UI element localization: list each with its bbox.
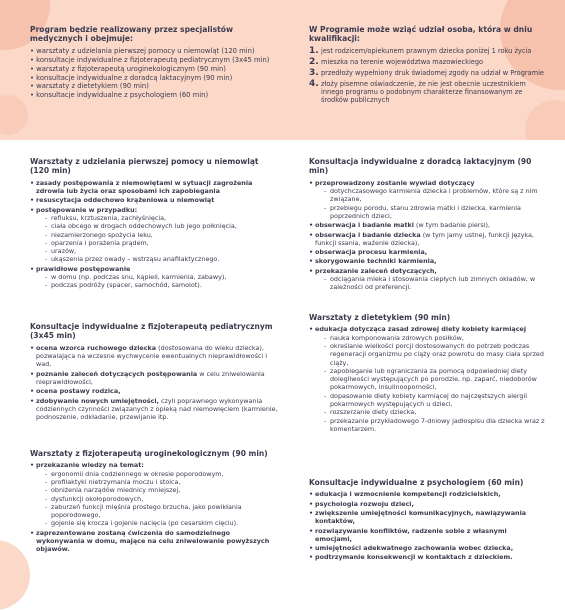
item-number: 3. [309, 67, 319, 78]
decorative-circle [0, 95, 28, 135]
section-title: Warsztaty z udzielania pierwszej pomocy u niemowląt (120 min) [30, 157, 259, 176]
sub-list [315, 187, 545, 220]
list-item [30, 206, 280, 264]
item-number: 4. [309, 78, 319, 89]
sub-item: - rozszerzanie diety dziecka, [324, 408, 545, 416]
sub-item: - przebiegu porodu, stanu zdrowia matki i dziecka, karmienia poprzednich dzieci, [324, 204, 545, 221]
sub-item: - w domu (np. podczas snu, kąpieli, karmienia, zabawy), [45, 273, 280, 281]
sub-item: - gojenie się krocza i gojenie nacięcia (po cesarskim cięciu). [45, 519, 280, 527]
program-scope-list [30, 47, 270, 100]
section-list [30, 179, 280, 290]
item-text: w celu zniwelowania nieprawidłowości, [36, 369, 265, 386]
lactation-section [309, 157, 545, 293]
sub-item: - zaburzeń funkcji mięśnia prostego brzucha, jako powikłania poporodowego, [45, 503, 280, 520]
sub-list [36, 273, 280, 290]
sub-item: - oparzenia i porażenia prądem, [45, 239, 280, 247]
item-bold: ocena postawy rodzica, [36, 387, 121, 396]
list-item [309, 58, 544, 67]
section-title: Konsultacje indywidualne z psychologiem (60 min) [309, 478, 524, 487]
item-number: 2. [309, 56, 319, 67]
sub-item: - urazów, [45, 247, 280, 255]
item-text: (w tym jamy ustnej, funkcji języka, funkcji ssania, ważenie dziecka), [315, 230, 534, 247]
list-item: • zaprezentowane zostaną ćwiczenia do samodzielnego wykonywania w domu, mające na celu zniwelowanie powyższych objawów. [30, 529, 280, 554]
sub-list [315, 275, 545, 292]
list-item [309, 221, 545, 229]
sub-item: - ergonomii dnia codziennego w okresie poporodowym, [45, 470, 280, 478]
list-item [30, 461, 280, 527]
section-list [309, 325, 545, 433]
section-title: Konsultacja indywidualne z doradcą laktacyjnym (90 min) [309, 157, 532, 176]
list-item: • umiejętności adekwatnego zachowania wobec dziecka, [309, 544, 545, 552]
list-item [309, 47, 544, 56]
eligibility-list [309, 47, 544, 105]
section-title: Warsztaty z fizjoterapeutą uroginekologicznym (90 min) [30, 449, 268, 458]
section-title: Konsultacje indywidualne z fizjoterapeutą pediatrycznym (3x45 min) [30, 322, 273, 341]
list-item: • warsztaty z fizjoterapeutą uroginekologicznym (90 min) [30, 65, 270, 74]
list-item [30, 265, 280, 290]
sub-item: - refluksu, krztuszenia, zachłyśnięcia, [45, 214, 280, 222]
sub-item: - dysfunkcji okołoporodowych, [45, 495, 280, 503]
item-text: mieszka na terenie województwa mazowieckiego [321, 57, 484, 66]
list-item: • skorygowanie techniki karmienia, [309, 257, 545, 265]
item-text: jest rodzicem/opiekunem prawnym dziecka poniżej 1 roku życia [321, 46, 532, 55]
program-scope-title: Program będzie realizowany przez specjalistów medycznych i obejmuje: [30, 25, 233, 44]
sub-item: - profilaktyki nietrzymania moczu i stolca, [45, 478, 280, 486]
eligibility [309, 25, 544, 106]
sub-item: - podczas podróży (spacer, samochód, samolot). [45, 281, 280, 289]
item-text: (w tym badanie piersi), [413, 221, 491, 230]
list-item [309, 325, 545, 433]
section-list [30, 344, 280, 422]
item-label: przekazanie wiedzy na temat: [36, 461, 144, 470]
item-bold: obserwacja i badanie dziecka [315, 230, 421, 239]
item-text: (dostosowana do wieku dziecka), pozwalająca na wczesne wychwycenie ewentualnych nieprawidłowości i wad, [36, 343, 268, 369]
physio-pediatric-section [30, 322, 280, 422]
item-number: 1. [309, 45, 319, 56]
item-text: złoży pisemne oświadczenie, że nie jest obecnie uczestnikiem innego programu o podobnym charakterze finansowanym ze środków publicznych [321, 79, 526, 105]
item-text: przedłoży wypełniony druk świadomej zgody na udział w Programie [321, 68, 544, 77]
sub-list [36, 470, 280, 528]
section-list [309, 179, 545, 292]
item-label: przekazanie zaleceń dotyczących, [315, 266, 437, 275]
list-item [309, 267, 545, 292]
sub-item: - zapobieganie lub ograniczania za pomocą odpowiedniej diety dolegliwości występujących po porodzie, np. zaparć, niedoborów pokarmowych, insulinooporności, [324, 367, 545, 392]
list-item: • obserwacja procesu karmienia, [309, 248, 545, 256]
section-list [309, 490, 545, 561]
list-item [309, 80, 544, 105]
list-item [30, 344, 280, 369]
item-label: przeprowadzony zostanie wywiad dotyczący [315, 178, 475, 187]
sub-item: - określanie wielkości porcji dostosowanych do potrzeb podczas regeneracji organizmu po ciąży oraz powrotu do masy ciała sprzed ciąży, [324, 342, 545, 367]
list-item: • warsztaty z dietetykiem (90 min) [30, 82, 270, 91]
list-item: • psychologia rozwoju dzieci, [309, 500, 545, 508]
list-item: • zasady postępowania z niemowlętami w sytuacji zagrożenia zdrowia lub życia oraz sposobami ich zapobiegania [30, 179, 280, 196]
sub-item: - dotychczasowego karmienia dziecka i problemów, które są z nim związane, [324, 187, 545, 204]
item-label: postępowanie w przypadku: [36, 205, 138, 214]
sub-list [315, 334, 545, 434]
item-bold: obserwacja i badanie matki [315, 221, 414, 230]
physio-urogynecology-section [30, 449, 280, 555]
psychologist-section [309, 478, 545, 563]
item-bold: zdobywanie nowych umiejętności, [36, 396, 159, 405]
list-item: • warsztaty z udzielania pierwszej pomocy u niemowląt (120 min) [30, 47, 270, 56]
list-item [309, 231, 545, 248]
list-item: • edukacja i wzmocnienie kompetencji rodzicielskich, [309, 490, 545, 498]
item-text: czyli poprawnego wykonywania codziennych czynności związanych z opieką nad niemowlęciem (karmienie, podnoszenie, odkładanie, przewijanie itp. [36, 396, 278, 422]
list-item: • zwiększenie umiejętności komunikacyjnych, nawiązywania kontaktów, [309, 509, 545, 526]
list-item: • podtrzymanie konsekwencji w kontaktach z dzieckiem. [309, 553, 545, 561]
first-aid-section [30, 157, 280, 291]
list-item [30, 370, 280, 387]
sub-item: - odciągania mleka i stosowania ciepłych lub zimnych okładów, w zależności od preferencji. [324, 275, 545, 292]
list-item: • konsultacje indywidualne z psychologiem (60 min) [30, 91, 270, 100]
list-item: • resuscytacja oddechowo krążeniowa u niemowląt [30, 196, 280, 204]
item-label: edukacja dotycząca zasad zdrowej diety kobiety karmiącej [315, 325, 527, 334]
item-label: prawidłowe postępowanie [36, 264, 131, 273]
item-bold: ocena wzorca ruchowego dziecka [36, 343, 157, 352]
sub-item: - przekazanie przykładowego 7-dniowy jadłospisu dla dziecka wraz z komentarzem. [324, 417, 545, 434]
list-item [309, 69, 544, 78]
dietitian-section [309, 313, 545, 434]
sub-item: - obniżenia narządów miednicy mniejszej, [45, 486, 280, 494]
sub-item: - dopasowanie diety kobiety karmiącej do najczęstszych alergii pokarmowych występujących u dzieci, [324, 392, 545, 409]
list-item: • rozwiązywanie konfliktów, radzenie sobie z własnymi emocjami, [309, 527, 545, 544]
section-list [30, 461, 280, 553]
sub-item: - nauka komponowania zdrowych posiłków, [324, 334, 545, 342]
program-scope [30, 25, 270, 100]
list-item: • konsultacje indywidualne z fizjoterapeutą pediatrycznym (3x45 min) [30, 56, 270, 65]
item-bold: poznanie zaleceń dotyczących postępowania [36, 369, 198, 378]
list-item [30, 397, 280, 422]
sub-list [36, 214, 280, 264]
eligibility-title: W Programie może wziąć udział osoba, która w dniu kwalifikacji: [309, 25, 533, 44]
list-item [30, 387, 280, 395]
sub-item: - ukąszenia przez owady – wstrząsu anafilaktycznego. [45, 255, 280, 263]
list-item: • konsultacje indywidualne z doradcą laktacyjnym (90 min) [30, 74, 270, 83]
top-banner [0, 0, 565, 140]
sub-item: - ciała obcego w drogach oddechowych lub jego połknięcia, [45, 222, 280, 230]
list-item [309, 179, 545, 220]
sub-item: - niezamierzonego spożycia leku, [45, 231, 280, 239]
section-title: Warsztaty z dietetykiem (90 min) [309, 313, 451, 322]
